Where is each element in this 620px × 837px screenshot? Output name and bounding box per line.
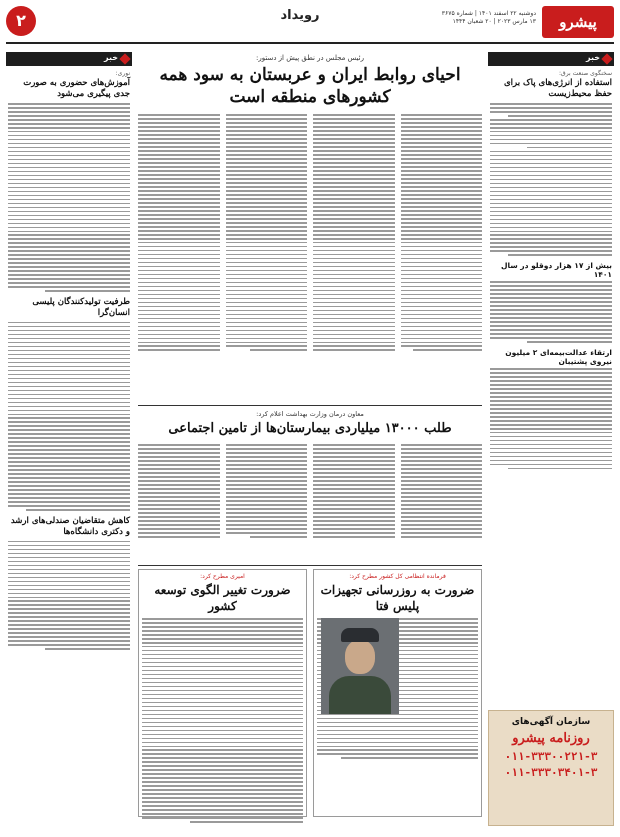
article-subhead: ارتقاء عدالت‌بیمه‌ای ۲ میلیون نیروی پشتیبان (505, 347, 612, 366)
article-kicker: سخنگوی صنعت برق: (559, 70, 612, 77)
news-tag-label: خبر (103, 53, 118, 62)
mid-headline: طلب ۱۳۰۰۰ میلیاردی بیمارستان‌ها از تامین اجتماعی (168, 421, 452, 436)
article-body (8, 322, 130, 511)
box-headline: ضرورت تغییر الگوی توسعه کشور (154, 583, 291, 613)
news-tag-bar (488, 52, 614, 66)
section-divider (138, 565, 482, 566)
article-headline: آموزش‌های حضوری به صورت جدی پیگیری می‌شود (23, 78, 130, 99)
mid-kicker: معاون درمان وزارت بهداشت اعلام کرد: (256, 410, 364, 418)
header-divider (6, 42, 614, 44)
center-section (138, 52, 482, 832)
news-tag-bar (6, 52, 132, 66)
story-box-development (138, 569, 307, 817)
article-kicker: نوری: (115, 70, 130, 77)
article-body (8, 103, 130, 292)
section-divider (138, 405, 482, 406)
ad-phone-2: ۰۱۱-۳۳۳۰۳۴۰۱-۳ (504, 766, 598, 779)
box-headline: ضرورت به روزرسانی تجهیزات پلیس فتا (320, 583, 475, 613)
article-body (490, 103, 612, 256)
lead-headline: احیای روابط ایران و عربستان به سود همه کشورهای منطقه است (159, 65, 461, 107)
section-title: رویداد (280, 8, 320, 23)
right-column (488, 52, 614, 832)
mid-article-body (138, 442, 482, 562)
article-headline: کاهش متقاضیان صندلی‌های ارشد و دکتری دانشگاه‌ها (10, 515, 130, 537)
issue-date (442, 10, 536, 26)
diamond-icon (601, 53, 612, 64)
article-headline: استفاده از انرژی‌های پاک برای حفظ محیط‌زیست (503, 78, 612, 99)
newspaper-logo: پیشرو (542, 6, 614, 38)
advertising-box (488, 710, 614, 826)
news-tag-label: خبر (585, 53, 600, 62)
lead-article-body (138, 112, 482, 402)
lead-kicker: رئیس مجلس در نطق پیش از دستور: (255, 54, 364, 62)
box-kicker: فرمانده انتظامی کل کشور مطرح کرد: (349, 573, 446, 580)
ad-title: سازمان آگهی‌های (511, 717, 591, 727)
police-commander-photo (321, 618, 399, 714)
page-number-badge: ۲ (6, 6, 36, 36)
article-body (8, 541, 130, 650)
ad-brand: روزنامه پیشرو (512, 731, 590, 746)
page-header (0, 0, 620, 44)
article-headline: طرفیت تولیدکنندگان پلیسی انسان‌گرا (32, 296, 130, 318)
bottom-stories (138, 569, 482, 817)
story-box-police (313, 569, 482, 817)
article-subhead: بیش از ۱۷ هزار دوقلو در سال ۱۴۰۱ (501, 261, 612, 279)
article-body (490, 368, 612, 469)
diamond-icon (119, 53, 130, 64)
article-body (490, 281, 612, 342)
box-kicker: امیری مطرح کرد: (200, 573, 245, 580)
date-line-2: ۱۳ مارس ۲۰۲۳ | ۲۰ شعبان ۱۴۴۴ (452, 18, 536, 25)
date-line-1: دوشنبه ۲۲ اسفند ۱۴۰۱ | شماره ۳۶۷۵ (441, 10, 536, 17)
ad-phone-1: ۰۱۱-۳۳۳۰۰۲۲۱-۳ (504, 750, 598, 763)
left-column (6, 52, 132, 832)
